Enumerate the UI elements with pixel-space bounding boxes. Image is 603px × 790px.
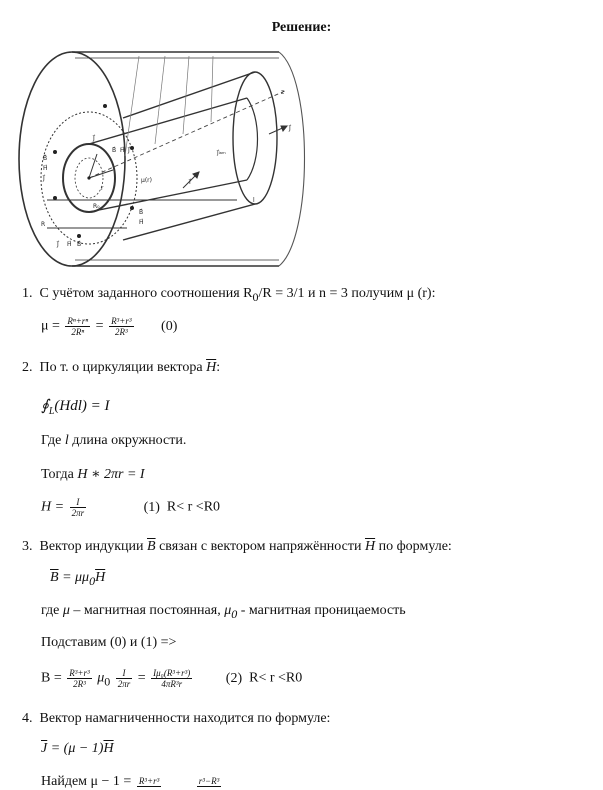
partial-line: Найдем μ − 1 = R³+r³ r³−R³ [41,774,220,789]
svg-text:H⃗: H⃗ [67,241,72,248]
svg-text:μ(r): μ(r) [141,177,152,184]
svg-text:H⃗: H⃗ [139,219,144,226]
svg-text:H⃗: H⃗ [43,165,48,172]
equation-1: H = $\frac{I}{2\pi r}$ (1) R< r <R0 [41,497,221,518]
svg-text:l: l [253,197,255,204]
equation-b: $\overline{B} = \mu\mu_0\overline{H}$ [50,570,106,588]
circulation-equation: $∮_L(Hdl) = I$ [41,398,110,417]
svg-text:J⃗: J⃗ [43,175,45,182]
svg-text:J⃗: J⃗ [57,241,59,248]
svg-text:B⃗: B⃗ [112,147,117,154]
svg-text:B⃗: B⃗ [139,209,144,216]
circumference-note: Где l длина окружности. [41,433,187,448]
equation-j: $\overline{J} = (\mu - 1)\overline{H}$ [41,741,114,756]
page-title: Решение: [271,20,332,35]
item-1: 1. С учётом заданного соотношения $R_0/R = 3/1$ и n = 3 получим μ (r): [22,286,436,304]
svg-text:I⃗: I⃗ [189,179,191,186]
item-4: 4. Вектор намагниченности находится по формуле: [22,711,331,726]
svg-text:j⃗ₗₐₘ: j⃗ₗₐₘ [217,149,226,156]
equation-2: B = $\frac{\text{R³+r³}}{\text{2R³}}$ $\mu_0$ $\frac{I}{2\pi r}$ = $\frac{\text{Iμ₀(R³+r³)}}{\text{4πR³r}}$ (2) R< r <R0 [41,668,303,689]
svg-text:J⃗: J⃗ [93,135,95,142]
svg-text:B⃗: B⃗ [43,155,48,162]
item-2: 2. По т. о циркуляции вектора $\overline{H}$: [22,360,221,375]
item-3: 3. Вектор индукции $\overline{B}$ связан с вектором напряжённости $\overline{H}$ по формуле: [22,539,452,554]
svg-text:J⃗: J⃗ [289,125,291,132]
svg-text:z: z [281,89,285,96]
cylinder-figure [17,48,307,270]
equation-0: μ = $\frac{\text{Rⁿ+rⁿ}}{\text{2Rⁿ}}$ = $\frac{\text{R³+r³}}{\text{2R³}}$ (0) [41,316,178,337]
svg-text:r: r [101,185,104,192]
svg-text:H⃗: H⃗ [120,147,125,154]
svg-text:B⃗: B⃗ [77,241,82,248]
substitution-line: Подставим (0) и (1) => [41,635,177,650]
then-line: Тогда H ∗ 2πr = I [41,467,145,482]
svg-text:J⃗: J⃗ [128,147,130,154]
svg-text:R: R [41,221,46,228]
constants-description: где μ – магнитная постоянная, $\mu_0$ - магнитная проницаемость [41,603,406,621]
svg-text:R₀: R₀ [93,203,100,210]
item-number: 1. [22,286,33,301]
